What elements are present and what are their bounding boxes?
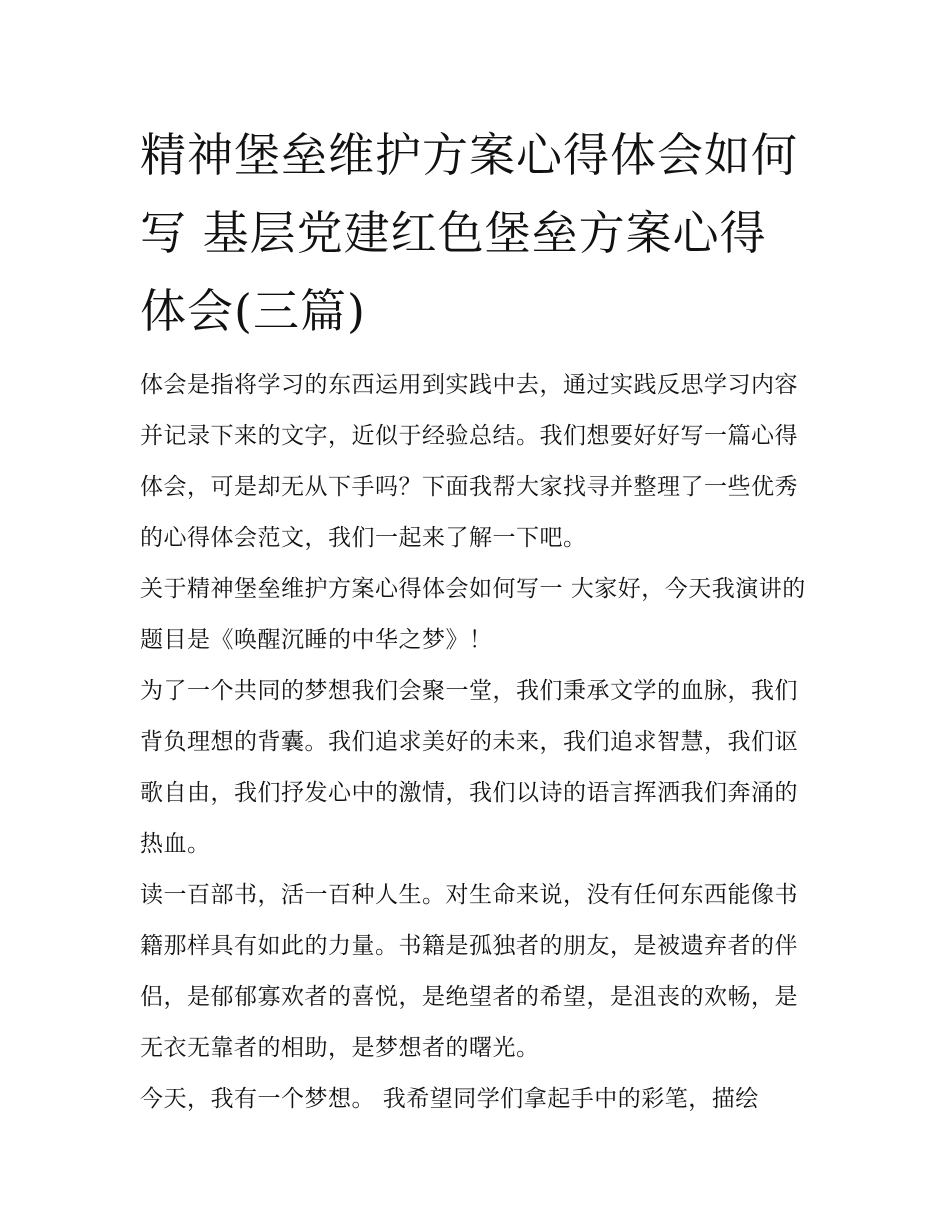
paragraph-i-have-a-dream: 今天，我有一个梦想。 我希望同学们拿起手中的彩笔，描绘 [140,1086,759,1112]
paragraph-speech-opening: 关于精神堡垒维护方案心得体会如何写一 大家好，今天我演讲的题目是《唤醒沉睡的中华之梦》！ [140,576,806,653]
document-title: 精神堡垒维护方案心得体会如何写 基层党建红色堡垒方案心得体会(三篇) [140,128,798,338]
paragraph-books: 读一百部书，活一百种人生。对生命来说，没有任何东西能像书籍那样具有如此的力量。书籍是孤独者的朋友，是被遗弃者的伴侣，是郁郁寡欢者的喜悦，是绝望者的希望，是沮丧的欢畅，是无衣无靠者的相助，是梦想者的曙光。 [140,882,798,1061]
paragraph-intro: 体会是指将学习的东西运用到实践中去，通过实践反思学习内容并记录下来的文字，近似于经验总结。我们想要好好写一篇心得体会，可是却无从下手吗？下面我帮大家找寻并整理了一些优秀的心得体会范文，我们一起来了解一下吧。 [140,372,798,551]
paragraph-shared-dream: 为了一个共同的梦想我们会聚一堂，我们秉承文学的血脉，我们背负理想的背囊。我们追求美好的未来，我们追求智慧，我们讴歌自由，我们抒发心中的激情，我们以诗的语言挥洒我们奔涌的热血。 [140,678,798,857]
document-body [140,116,812,1125]
